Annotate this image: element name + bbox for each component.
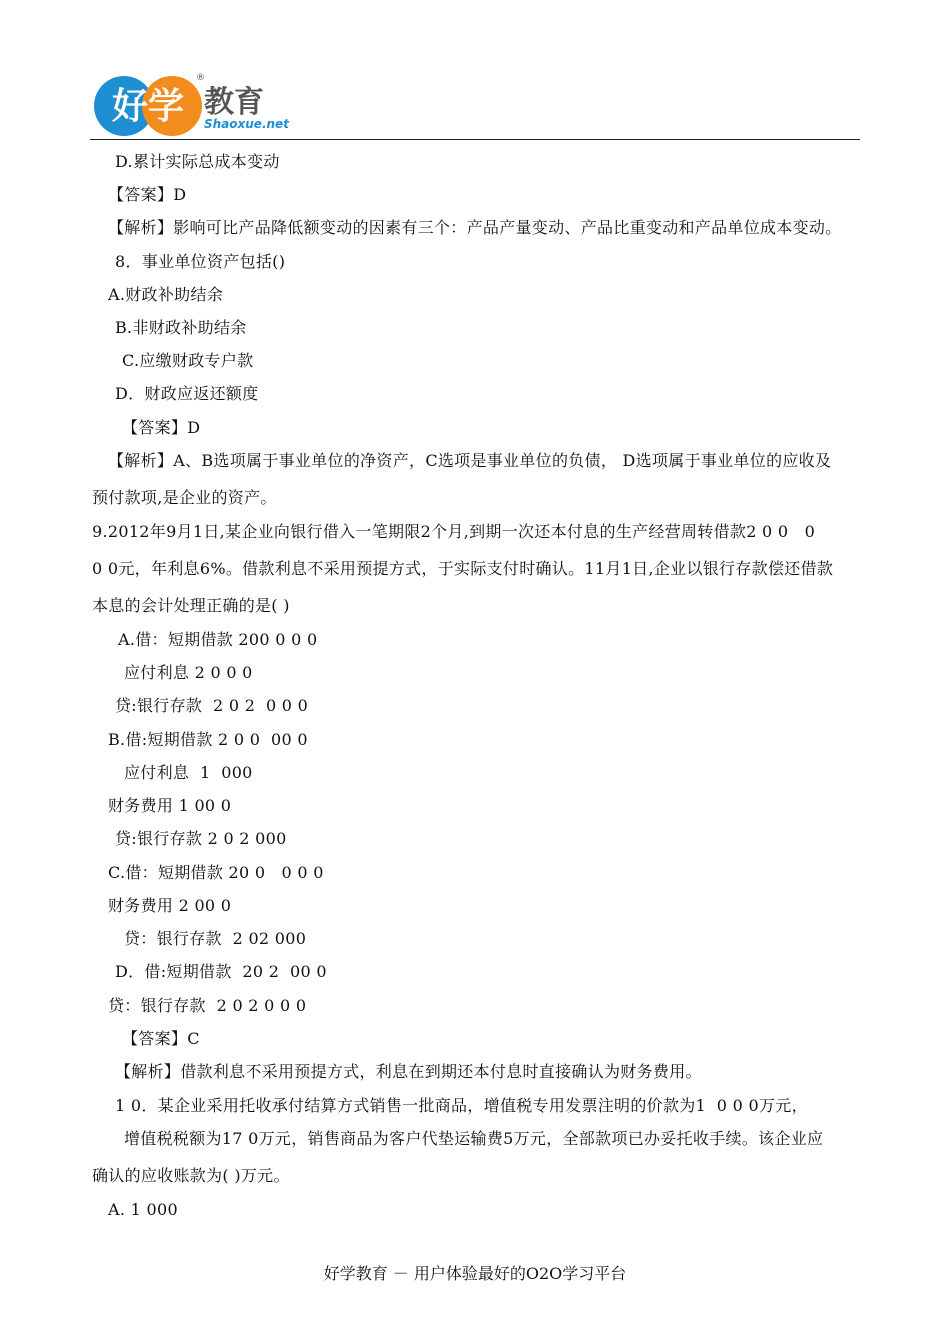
question-10: 1 0．某企业采用托收承付结算方式销售一批商品，增值税专用发票注明的价款为1 0 0 0万元， bbox=[115, 1096, 808, 1115]
option-c: C.借：短期借款 20 0 0 0 0 bbox=[108, 863, 324, 882]
question-9: 9.2012年9月1日,某企业向银行借入一笔期限2个月,到期一次还本付息的生产经营周转借款2 0 0 0 bbox=[92, 522, 816, 541]
question-8: 8．事业单位资产包括() bbox=[115, 252, 286, 271]
question-9-cont: 本息的会计处理正确的是( ) bbox=[92, 596, 290, 615]
journal-entry-line: 贷:银行存款 2 0 2 000 bbox=[115, 829, 287, 848]
question-10-cont: 确认的应收账款为( )万元。 bbox=[92, 1166, 290, 1185]
option-d: D．财政应返还额度 bbox=[115, 384, 259, 403]
journal-entry-line: 财务费用 2 00 0 bbox=[108, 896, 232, 915]
option-b: B.非财政补助结余 bbox=[115, 318, 247, 337]
page-footer: 好学教育 － 用户体验最好的O2O学习平台 bbox=[323, 1264, 627, 1283]
analysis-line: 【解析】借款利息不采用预提方式，利息在到期还本付息时直接确认为财务费用。 bbox=[115, 1062, 702, 1081]
logo-registered-mark: ® bbox=[196, 73, 205, 83]
answer-line: 【答案】D bbox=[108, 185, 187, 204]
question-9-cont: 0 0元，年利息6%。借款利息不采用预提方式，于实际支付时确认。11月1日,企业以银行存款偿还借款 bbox=[92, 559, 834, 578]
question-10-cont: 增值税税额为17 0万元，销售商品为客户代垫运输费5万元，全部款项已办妥托收手续。该企业应 bbox=[124, 1129, 824, 1148]
option-a: A.财政补助结余 bbox=[108, 285, 224, 304]
analysis-line-cont: 预付款项,是企业的资产。 bbox=[92, 488, 277, 507]
option-d-line: D.累计实际总成本变动 bbox=[115, 152, 280, 171]
option-a: A. 1 000 bbox=[108, 1200, 178, 1219]
logo-jiaoyu: 教育 bbox=[204, 85, 264, 120]
journal-entry-line: 贷:银行存款 2 0 2 0 0 0 bbox=[115, 696, 309, 715]
analysis-line: 【解析】A、B选项属于事业单位的净资产，C选项是事业单位的负债， D选项属于事业单位的应收及 bbox=[108, 451, 832, 470]
journal-entry-line: 贷：银行存款 2 0 2 0 0 0 bbox=[108, 996, 307, 1015]
journal-entry-line: 贷：银行存款 2 02 000 bbox=[124, 929, 307, 948]
option-a: A.借：短期借款 200 0 0 0 bbox=[118, 630, 318, 649]
journal-entry-line: 应付利息 2 0 0 0 bbox=[124, 663, 253, 682]
logo-haoxue: 好学 bbox=[111, 86, 185, 127]
answer-line: 【答案】D bbox=[122, 418, 201, 437]
analysis-line: 【解析】影响可比产品降低额变动的因素有三个：产品产量变动、产品比重变动和产品单位成本变动。 bbox=[108, 218, 842, 237]
header-rule bbox=[90, 139, 860, 140]
answer-line: 【答案】C bbox=[122, 1029, 200, 1048]
haoxue-logo bbox=[90, 68, 290, 140]
journal-entry-line: 应付利息 1 000 bbox=[124, 763, 253, 782]
logo-domain: Shaoxue.net bbox=[204, 117, 289, 131]
option-d: D．借:短期借款 20 2 00 0 bbox=[115, 962, 327, 981]
option-c: C.应缴财政专户款 bbox=[122, 351, 254, 370]
option-b: B.借:短期借款 2 0 0 00 0 bbox=[108, 730, 308, 749]
journal-entry-line: 财务费用 1 00 0 bbox=[108, 796, 232, 815]
